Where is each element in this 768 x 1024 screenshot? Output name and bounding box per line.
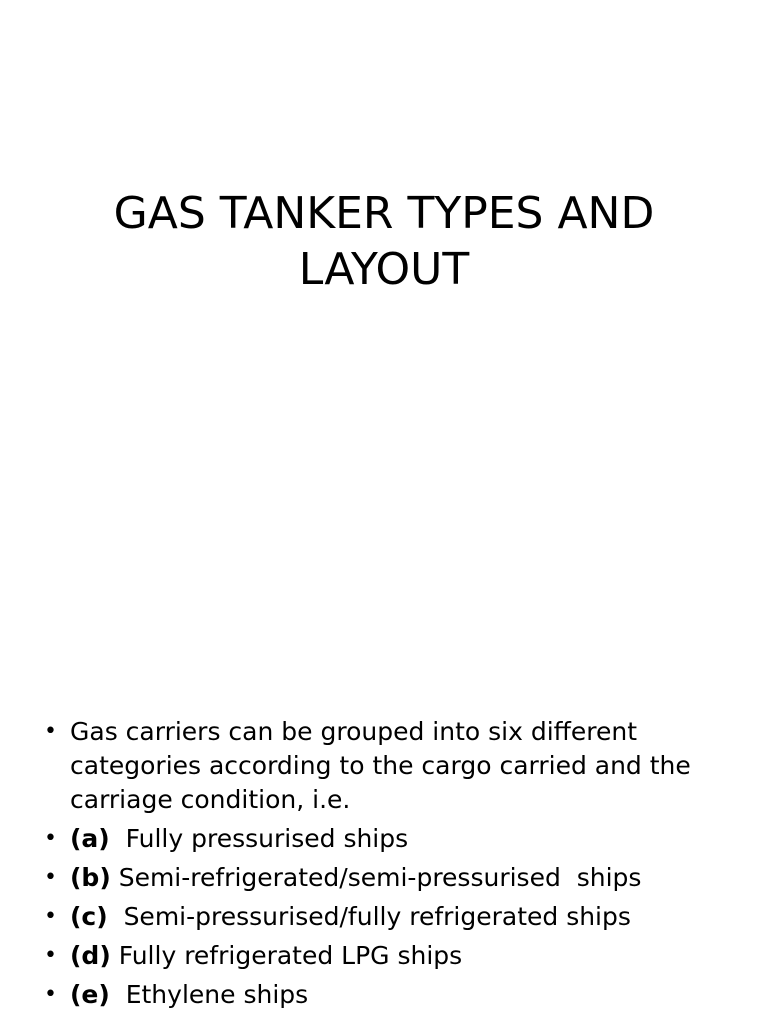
bullet-text: Fully pressurised ships (109, 824, 409, 853)
bullet-item-intro (0, 715, 768, 817)
bullet-list (0, 715, 768, 1017)
slide-title (0, 186, 768, 298)
bullet-dot-icon: • (44, 943, 57, 968)
bullet-item-c (0, 900, 768, 934)
bullet-text: Fully refrigerated LPG ships (110, 941, 463, 970)
bullet-key: (e) (70, 980, 110, 1009)
bullet-text: Ethylene ships (109, 980, 309, 1009)
bullet-text: Semi-pressurised/fully refrigerated ships (107, 902, 631, 931)
bullet-dot-icon: • (44, 826, 57, 851)
bullet-text: Semi-refrigerated/semi-pressurised ships (110, 863, 642, 892)
slide-title-line-2: LAYOUT (298, 244, 470, 295)
bullet-dot-icon: • (44, 865, 57, 890)
bullet-dot-icon: • (44, 982, 57, 1007)
bullet-key: (d) (70, 941, 111, 970)
bullet-key: (a) (70, 824, 110, 853)
bullet-item-a (0, 822, 768, 856)
bullet-item-b (0, 861, 768, 895)
intro-text: Gas carriers can be grouped into six different categories according to the cargo carried and the carriage condition, i.e. (70, 717, 691, 814)
slide-title-line-1: GAS TANKER TYPES AND (113, 188, 655, 239)
bullet-dot-icon: • (44, 719, 57, 744)
bullet-item-e (0, 978, 768, 1012)
bullet-dot-icon: • (44, 904, 57, 929)
bullet-key: (b) (70, 863, 111, 892)
bullet-key: (c) (70, 902, 108, 931)
bullet-item-d (0, 939, 768, 973)
